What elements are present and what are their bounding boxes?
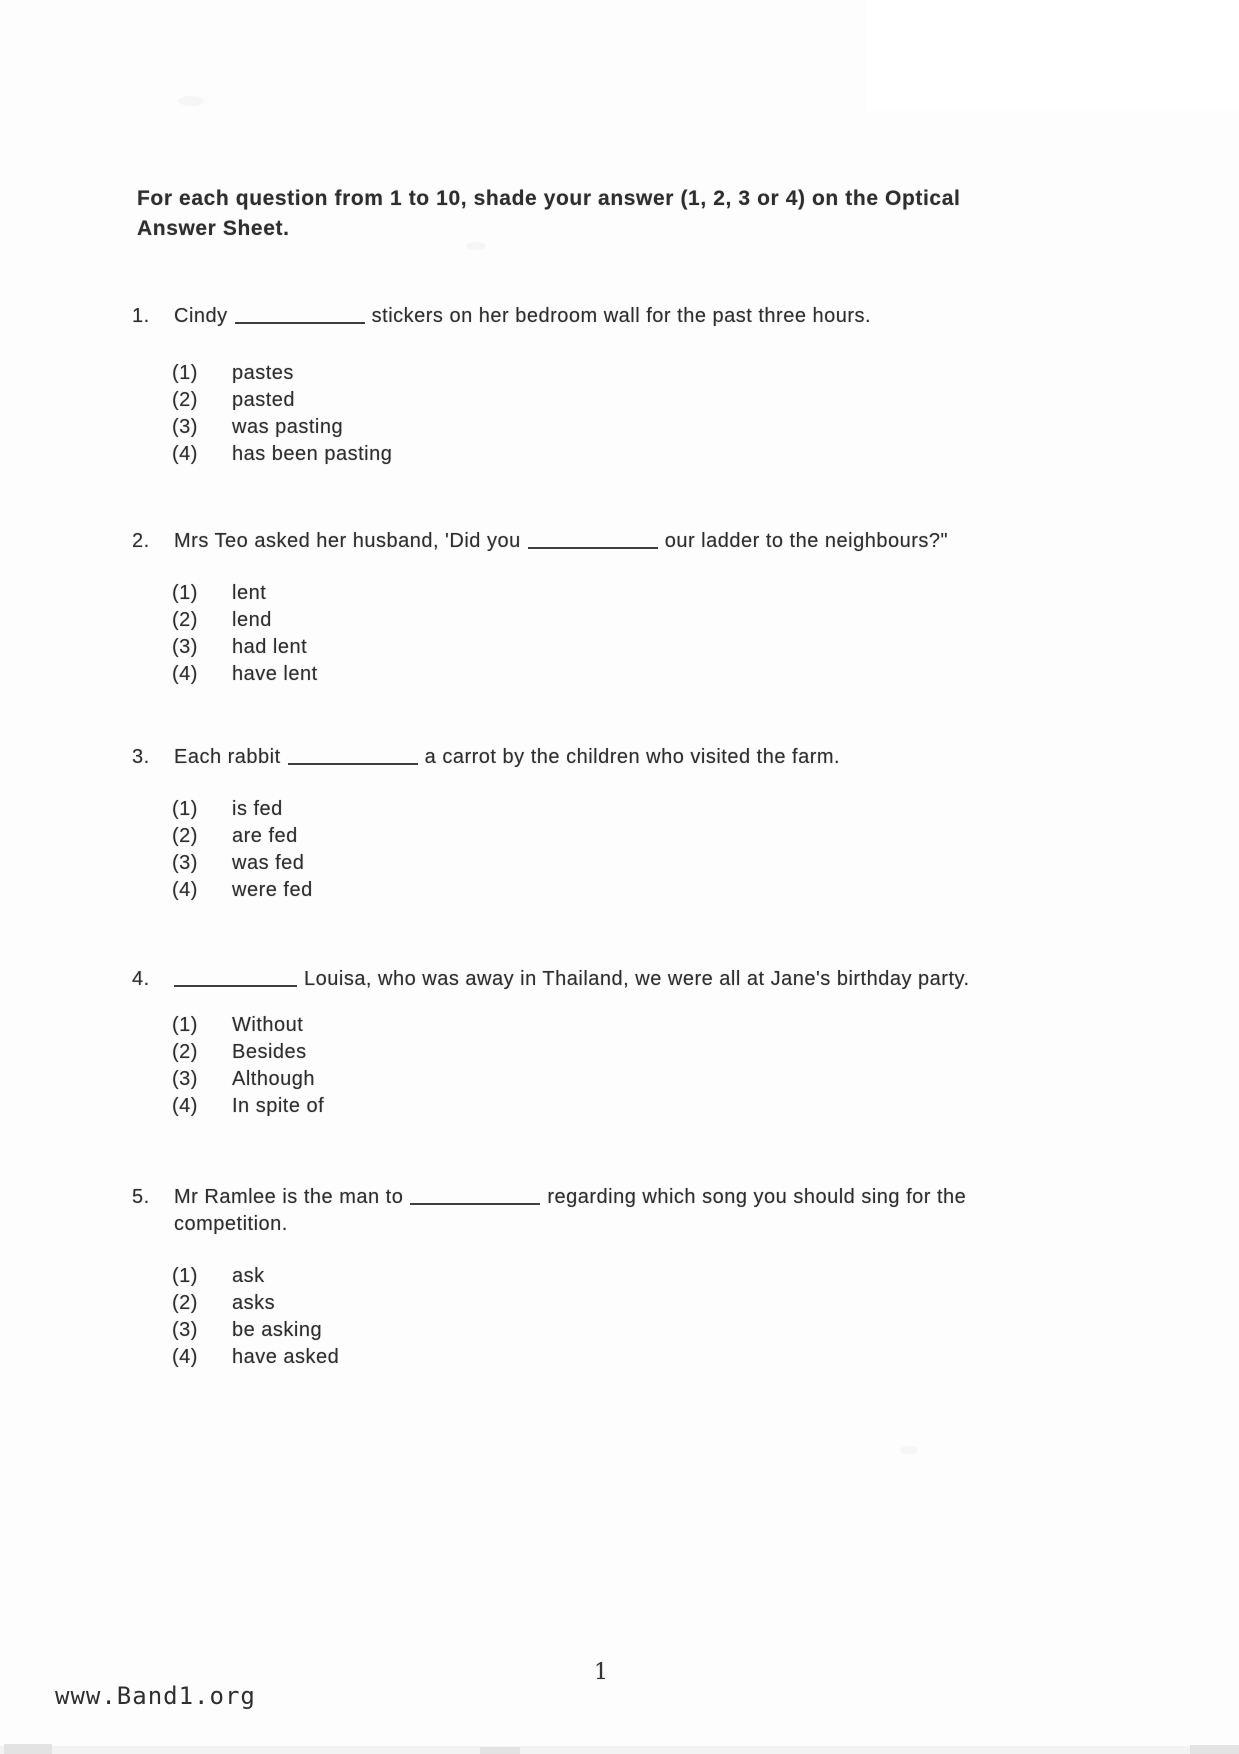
option-number: (2) — [172, 1041, 198, 1063]
option-label: have asked — [232, 1346, 340, 1368]
question-stem — [174, 303, 1164, 330]
option-row — [172, 441, 392, 468]
option-row — [172, 1066, 324, 1093]
option-row — [172, 1290, 339, 1317]
question-number: 4. — [132, 968, 150, 990]
option-label: be asking — [232, 1319, 323, 1341]
option-row — [172, 1317, 339, 1344]
answer-blank — [174, 971, 297, 987]
option-label: pastes — [232, 362, 294, 384]
options-list — [172, 360, 392, 468]
option-number: (1) — [172, 582, 198, 604]
instructions — [137, 184, 1127, 244]
option-label: was pasting — [232, 416, 344, 438]
stem-text-before: Cindy — [174, 305, 228, 327]
option-number: (4) — [172, 1095, 198, 1117]
option-number: (2) — [172, 609, 198, 631]
option-number: (2) — [172, 1292, 198, 1314]
option-label: lent — [232, 582, 267, 604]
question-stem-line-2: competition. — [174, 1213, 288, 1235]
footer-site: www.Band1.org — [55, 1682, 256, 1710]
question-number: 3. — [132, 746, 150, 768]
scan-noise — [178, 96, 204, 106]
option-number: (4) — [172, 879, 198, 901]
option-row — [172, 360, 392, 387]
options-list — [172, 580, 318, 688]
option-row — [172, 414, 392, 441]
answer-blank — [410, 1189, 540, 1205]
option-number: (1) — [172, 1014, 198, 1036]
option-number: (2) — [172, 389, 198, 411]
answer-blank — [528, 533, 658, 549]
stem-text-before: Mrs Teo asked her husband, 'Did you — [174, 530, 521, 552]
option-label: lend — [232, 609, 272, 631]
option-row — [172, 580, 318, 607]
scan-noise — [900, 1446, 918, 1454]
option-label: Besides — [232, 1041, 307, 1063]
option-row — [172, 1263, 339, 1290]
scan-edge-band — [0, 1746, 1239, 1754]
option-number: (3) — [172, 416, 198, 438]
option-row — [172, 607, 318, 634]
option-number: (1) — [172, 1265, 198, 1287]
stem-text-after: Louisa, who was away in Thailand, we were all at Jane's birthday party. — [304, 968, 970, 990]
answer-blank — [235, 308, 365, 324]
option-row — [172, 661, 318, 688]
option-label: had lent — [232, 636, 308, 658]
option-number: (3) — [172, 636, 198, 658]
scan-smudge — [1190, 1745, 1239, 1754]
scan-smudge — [4, 1744, 52, 1754]
stem-text-after: our ladder to the neighbours?" — [664, 530, 949, 552]
option-label: were fed — [232, 879, 313, 901]
option-number: (3) — [172, 852, 198, 874]
option-row — [172, 823, 313, 850]
stem-text-after: stickers on her bedroom wall for the past three hours. — [371, 305, 872, 327]
option-row — [172, 1012, 324, 1039]
option-row — [172, 850, 313, 877]
option-label: was fed — [232, 852, 305, 874]
option-label: Without — [232, 1014, 304, 1036]
option-number: (4) — [172, 443, 198, 465]
option-label: In spite of — [232, 1095, 325, 1117]
answer-blank — [288, 749, 418, 765]
stem-text-before: Each rabbit — [174, 746, 281, 768]
option-number: (4) — [172, 1346, 198, 1368]
option-number: (4) — [172, 663, 198, 685]
instructions-line-2: Answer Sheet. — [137, 217, 290, 240]
option-number: (3) — [172, 1319, 198, 1341]
option-number: (3) — [172, 1068, 198, 1090]
page-number: 1 — [594, 1660, 608, 1685]
option-row — [172, 796, 313, 823]
question-number: 2. — [132, 530, 150, 552]
question-stem — [174, 744, 1164, 771]
options-list — [172, 796, 313, 904]
option-row — [172, 1344, 339, 1371]
scan-smudge — [480, 1747, 520, 1754]
option-label: are fed — [232, 825, 298, 847]
question-stem — [174, 528, 1164, 555]
question-stem — [174, 1184, 1164, 1211]
question-stem — [174, 966, 1164, 993]
option-row — [172, 1093, 324, 1120]
question-number: 5. — [132, 1186, 150, 1208]
option-label: has been pasting — [232, 443, 393, 465]
option-label: ask — [232, 1265, 265, 1287]
stem-text-after: regarding which song you should sing for the — [547, 1186, 967, 1208]
scan-noise — [466, 242, 486, 250]
option-row — [172, 634, 318, 661]
option-row — [172, 1039, 324, 1066]
option-label: Although — [232, 1068, 315, 1090]
scanner-margin-highlight — [867, 0, 1239, 111]
option-number: (2) — [172, 825, 198, 847]
instructions-line-1: For each question from 1 to 10, shade your answer (1, 2, 3 or 4) on the Optical — [137, 187, 961, 210]
stem-text-after: a carrot by the children who visited the farm. — [424, 746, 841, 768]
option-label: is fed — [232, 798, 283, 820]
option-number: (1) — [172, 362, 198, 384]
question-number: 1. — [132, 305, 150, 327]
option-label: pasted — [232, 389, 296, 411]
option-label: asks — [232, 1292, 276, 1314]
options-list — [172, 1012, 324, 1120]
option-row — [172, 387, 392, 414]
stem-text-before: Mr Ramlee is the man to — [174, 1186, 404, 1208]
option-number: (1) — [172, 798, 198, 820]
option-row — [172, 877, 313, 904]
options-list — [172, 1263, 339, 1371]
option-label: have lent — [232, 663, 318, 685]
